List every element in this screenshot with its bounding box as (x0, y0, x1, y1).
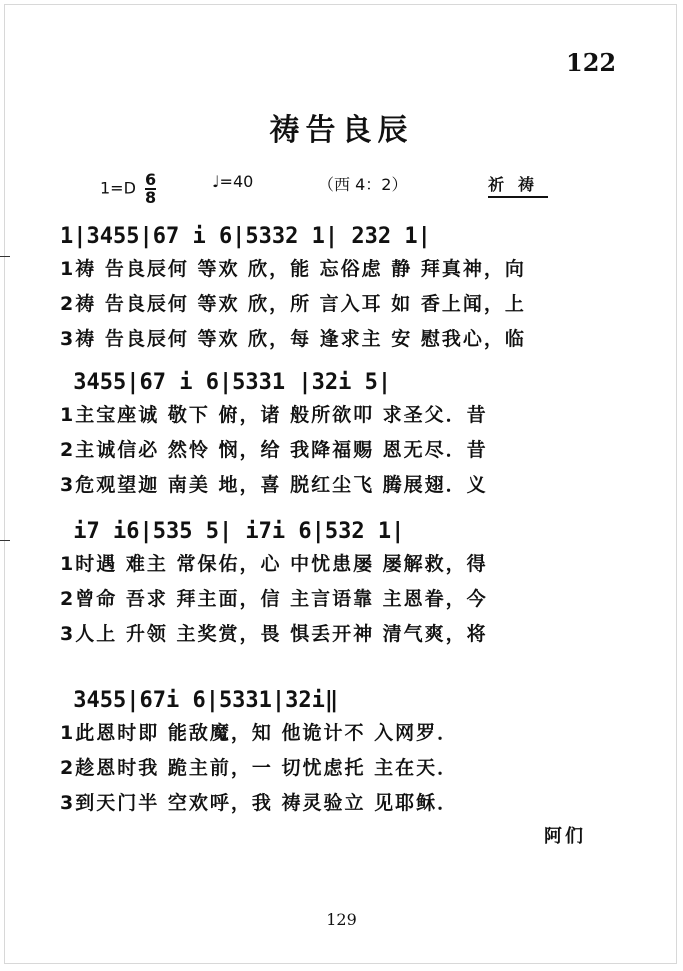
verse-line-3: 3人上 升领 主奖赏，畏 惧丢开神 清气爽，将 (60, 623, 488, 645)
music-system-1 (60, 222, 650, 357)
music-system-3 (60, 517, 650, 652)
verse-line-1: 1时遇 难主 常保佑，心 中忧患屡 屡解救，得 (60, 553, 488, 575)
verse-line-3: 3祷 告良辰何 等欢 欣，每 逢求主 安 慰我心，临 (60, 328, 526, 350)
verse-line-3: 3到天门半 空欢呼，我 祷灵验立 见耶稣． (60, 792, 459, 814)
hymn-category: 祈祷 (488, 172, 548, 198)
verse-line-1: 1此恩时即 能敌魔，知 他诡计不 入网罗． (60, 722, 459, 744)
hymn-title: 祷告良辰 (269, 113, 414, 148)
music-system-4 (60, 686, 650, 821)
melody-line: 1|3455|67 i 6|5332 1| 232 1| (60, 224, 431, 249)
verse-line-2: 2曾命 吾求 拜主面，信 主言语靠 主恩眷，今 (60, 588, 488, 610)
page-number: 129 (326, 910, 357, 929)
amen-text: 阿们 (544, 826, 586, 847)
melody-line: 3455|67 i 6|5331 |32i 5| (60, 370, 392, 395)
time-numerator: 6 (145, 170, 157, 189)
melody-line: 3455|67i 6|5331|32i‖ (60, 688, 339, 713)
key-signature (100, 172, 156, 206)
margin-tick (0, 540, 10, 541)
time-signature (145, 172, 156, 206)
verse-line-2: 2祷 告良辰何 等欢 欣，所 言入耳 如 香上闻，上 (60, 293, 526, 315)
melody-line: i7 i6|535 5| i7i 6|532 1| (60, 519, 405, 544)
verse-line-1: 1主宝座诚 敬下 俯，诸 般所欲叩 求圣父．昔 (60, 404, 488, 426)
verse-line-1: 1祷 告良辰何 等欢 欣，能 忘俗虑 静 拜真神，向 (60, 258, 526, 280)
tempo-marking: ♩=40 (212, 172, 254, 191)
music-system-2 (60, 368, 650, 503)
key-label: 1=D (100, 178, 136, 198)
verse-line-3: 3危观望迦 南美 地，喜 脱红尘飞 腾展翅．义 (60, 474, 488, 496)
margin-tick (0, 256, 10, 257)
scripture-reference: （西 4：2） (318, 175, 408, 194)
verse-line-2: 2主诚信必 然怜 悯，给 我降福赐 恩无尽．昔 (60, 439, 488, 461)
hymn-number: 122 (566, 48, 617, 77)
time-denominator: 8 (145, 188, 157, 207)
verse-line-2: 2趁恩时我 跪主前，一 切忧虑托 主在天． (60, 757, 459, 779)
